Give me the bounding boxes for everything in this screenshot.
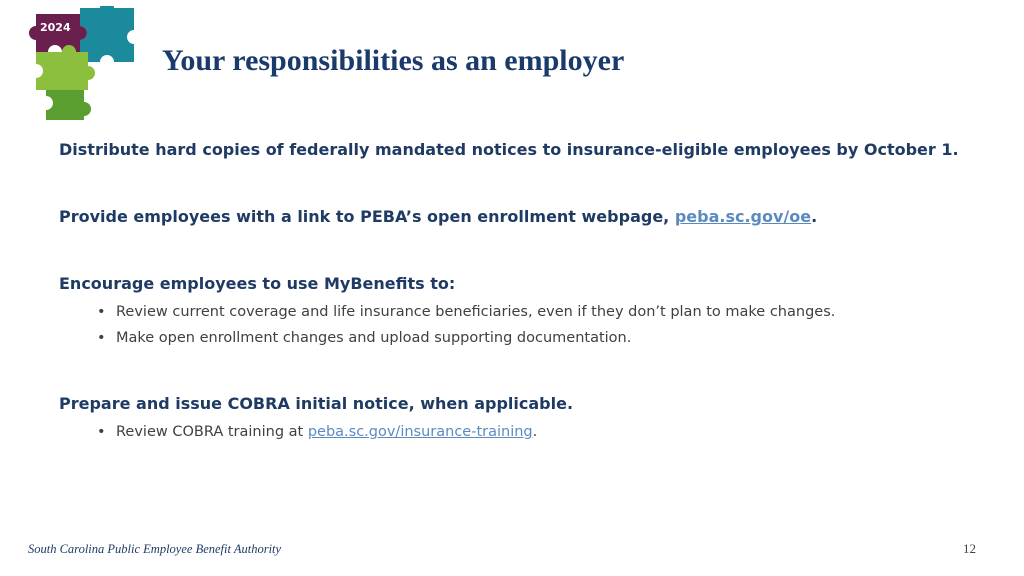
bullet-text: Review current coverage and life insurance beneficiaries, even if they don’t plan to make changes.	[116, 304, 836, 320]
teal-puzzle-piece	[80, 6, 134, 62]
item-distribute-notices: Distribute hard copies of federally mandated notices to insurance-eligible employees by October 1.	[59, 140, 959, 159]
item-provide-link-text: Provide employees with a link to PEBA’s open enrollment webpage,	[59, 207, 675, 226]
item-encourage-mybenefits	[59, 273, 835, 351]
item-encourage-heading: Encourage employees to use MyBenefits to:	[59, 274, 456, 293]
puzzle-logo	[28, 6, 152, 124]
logo-year: 2024	[40, 21, 71, 34]
bullet-text: Make open enrollment changes and upload supporting documentation.	[116, 330, 632, 346]
list-item	[59, 419, 573, 445]
bullet-dot: •	[97, 304, 106, 320]
item-provide-link	[59, 206, 817, 228]
footer-org-name: South Carolina Public Employee Benefit Authority	[28, 542, 282, 556]
peba-oe-link[interactable]: peba.sc.gov/oe	[674, 207, 812, 226]
mybenefits-bullet-list	[59, 299, 835, 351]
bullet-period: .	[532, 424, 538, 440]
item-cobra-notice	[59, 393, 573, 445]
item-provide-link-period: .	[811, 207, 818, 226]
bullet-dot: •	[97, 330, 106, 346]
green-puzzle-piece	[46, 90, 91, 120]
bullet-text: Review COBRA training at	[116, 424, 308, 440]
item-cobra-heading: Prepare and issue COBRA initial notice, when applicable.	[59, 394, 574, 413]
cobra-bullet-list	[59, 419, 573, 445]
slide-title: Your responsibilities as an employer	[162, 44, 625, 77]
bullet-dot: •	[97, 424, 106, 440]
list-item	[59, 299, 835, 325]
page-number: 12	[963, 541, 976, 556]
insurance-training-link[interactable]: peba.sc.gov/insurance-training	[307, 424, 533, 440]
list-item	[59, 325, 835, 351]
